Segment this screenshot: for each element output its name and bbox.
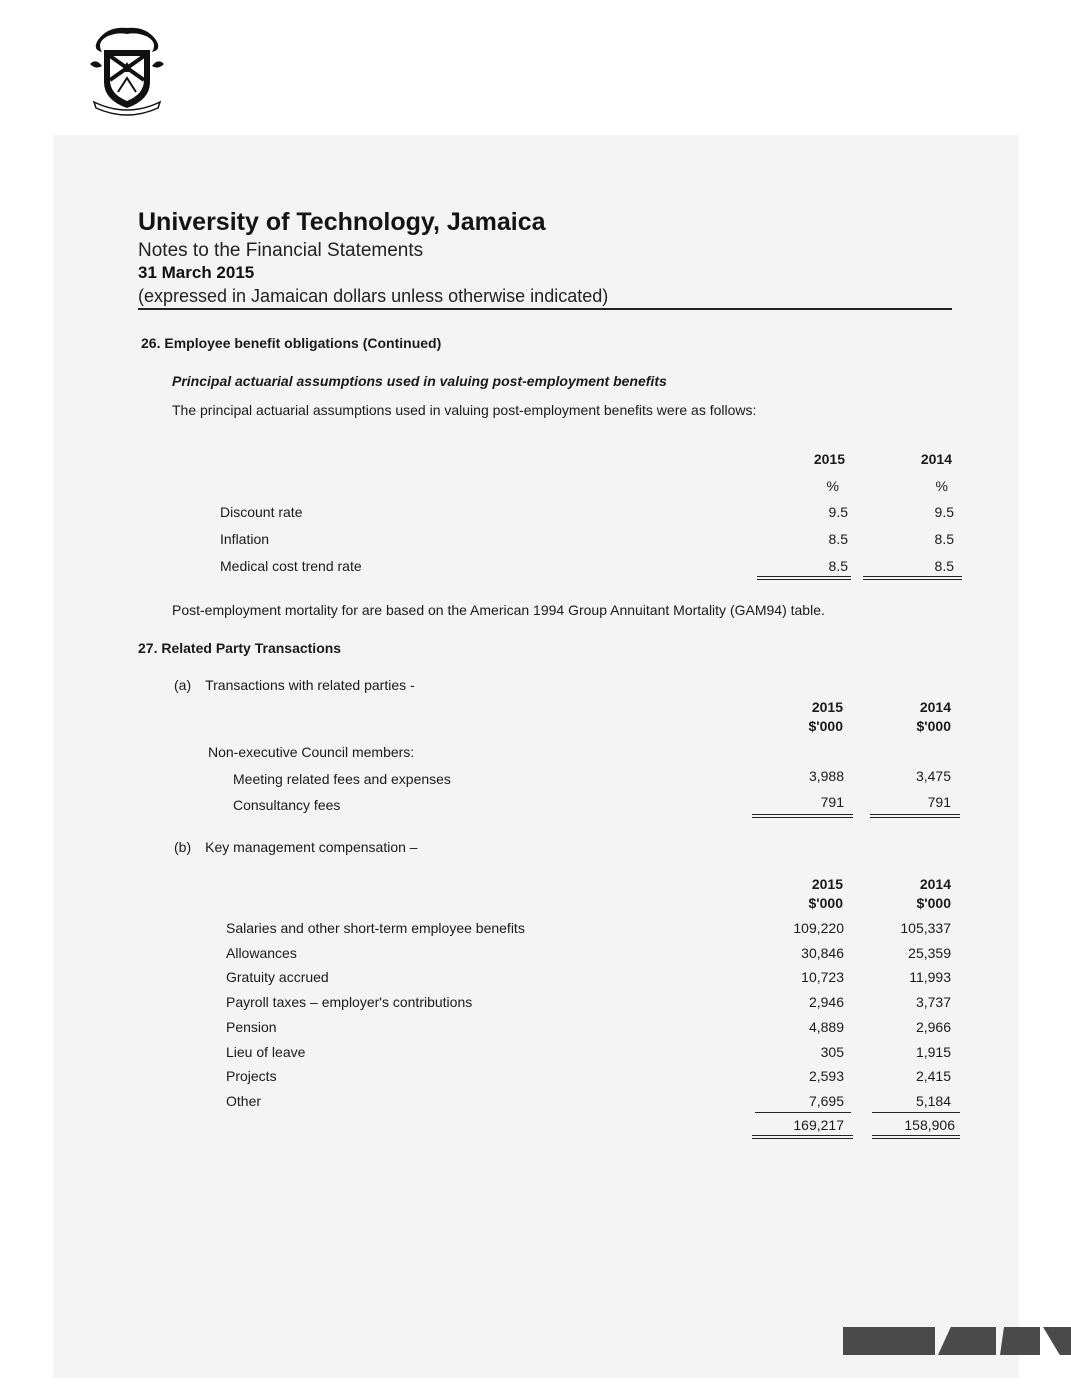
double-underline bbox=[752, 1135, 853, 1139]
tab-block bbox=[938, 1327, 996, 1355]
unit-2015: $'000 bbox=[808, 718, 843, 734]
col-header-2015: 2015 bbox=[811, 876, 843, 892]
double-underline bbox=[757, 576, 851, 580]
row-label: Salaries and other short-term employee benefits bbox=[226, 920, 525, 936]
page-title: University of Technology, Jamaica bbox=[138, 208, 546, 236]
col-header-2014: 2014 bbox=[919, 876, 951, 892]
row-value-2014: 3,475 bbox=[915, 768, 951, 784]
row-value-2015: 791 bbox=[820, 794, 844, 810]
col-header-2015: 2015 bbox=[811, 699, 843, 715]
row-value-2014: 11,993 bbox=[909, 969, 951, 985]
row-value-2014: 105,337 bbox=[900, 920, 951, 936]
col-header-2014: 2014 bbox=[920, 451, 952, 467]
row-value-2014: 2,415 bbox=[915, 1068, 951, 1084]
note-26-heading: 26. Employee benefit obligations (Continued) bbox=[141, 335, 442, 351]
note-26-intro: The principal actuarial assumptions used in valuing post-employment benefits were as follows: bbox=[172, 402, 757, 418]
row-value-2014: 2,966 bbox=[915, 1019, 951, 1035]
row-label: Other bbox=[226, 1093, 262, 1109]
row-value-2014: 8.5 bbox=[934, 558, 954, 574]
row-label: Consultancy fees bbox=[233, 797, 341, 813]
col-header-2015: 2015 bbox=[813, 451, 845, 467]
row-label: Pension bbox=[226, 1019, 277, 1035]
row-label: Inflation bbox=[220, 531, 270, 547]
row-value-2015: 8.5 bbox=[828, 531, 848, 547]
col-header-2014: 2014 bbox=[919, 699, 951, 715]
row-value-2015: 30,846 bbox=[801, 945, 844, 961]
unit-2014: $'000 bbox=[916, 718, 951, 734]
row-value-2015: 2,593 bbox=[808, 1068, 844, 1084]
row-value-2014: 1,915 bbox=[915, 1044, 951, 1060]
row-label: Lieu of leave bbox=[226, 1044, 306, 1060]
subtotal-rule bbox=[872, 1112, 960, 1113]
row-value-2014: 25,359 bbox=[908, 945, 951, 961]
double-underline bbox=[863, 576, 962, 580]
page-background bbox=[53, 135, 1019, 1378]
row-value-2015: 2,946 bbox=[808, 994, 844, 1010]
unit-2014: $'000 bbox=[916, 895, 951, 911]
row-label: Discount rate bbox=[220, 504, 303, 520]
row-value-2014: 8.5 bbox=[934, 531, 954, 547]
double-underline bbox=[870, 814, 960, 818]
page-subtitle: Notes to the Financial Statements bbox=[138, 240, 424, 261]
row-value-2015: 7,695 bbox=[808, 1093, 844, 1109]
unit-2014: % bbox=[935, 478, 948, 494]
row-value-2015: 8.5 bbox=[828, 558, 848, 574]
currency-note: (expressed in Jamaican dollars unless otherwise indicated) bbox=[138, 286, 609, 306]
tab-block bbox=[1043, 1327, 1071, 1355]
report-date: 31 March 2015 bbox=[138, 263, 255, 282]
row-value-2015: 10,723 bbox=[801, 969, 844, 985]
total-2015: 169,217 bbox=[793, 1117, 844, 1133]
row-value-2015: 109,220 bbox=[793, 920, 844, 936]
row-value-2014: 9.5 bbox=[934, 504, 954, 520]
total-2014: 158,906 bbox=[904, 1117, 955, 1133]
double-underline bbox=[872, 1135, 960, 1139]
mortality-note: Post-employment mortality for are based on the American 1994 Group Annuitant Mortality (GAM94) table. bbox=[172, 602, 825, 618]
unit-2015: $'000 bbox=[808, 895, 843, 911]
note-27a-heading: (a) Transactions with related parties - bbox=[174, 677, 415, 693]
note-27b-heading: (b) Key management compensation – bbox=[174, 839, 418, 855]
row-label: Payroll taxes – employer's contributions bbox=[226, 994, 473, 1010]
unit-2015: % bbox=[826, 478, 839, 494]
row-value-2015: 9.5 bbox=[828, 504, 848, 520]
row-label: Projects bbox=[226, 1068, 277, 1084]
header-rule bbox=[138, 308, 952, 310]
tab-block bbox=[843, 1327, 935, 1355]
row-value-2015: 3,988 bbox=[808, 768, 844, 784]
row-label: Gratuity accrued bbox=[226, 969, 329, 985]
page-tab-decoration bbox=[843, 1327, 1071, 1355]
row-value-2014: 3,737 bbox=[915, 994, 951, 1010]
note-27-heading: 27. Related Party Transactions bbox=[138, 640, 342, 656]
row-value-2015: 305 bbox=[820, 1044, 844, 1060]
university-crest-logo bbox=[88, 22, 166, 118]
row-value-2014: 791 bbox=[927, 794, 951, 810]
subtotal-rule bbox=[755, 1112, 851, 1113]
tab-block bbox=[1000, 1327, 1040, 1355]
row-value-2014: 5,184 bbox=[915, 1093, 951, 1109]
row-label: Medical cost trend rate bbox=[220, 558, 362, 574]
note-26-subheading: Principal actuarial assumptions used in valuing post-employment benefits bbox=[172, 373, 667, 389]
row-label: Meeting related fees and expenses bbox=[233, 771, 451, 787]
double-underline bbox=[752, 814, 853, 818]
group-label: Non-executive Council members: bbox=[208, 744, 415, 760]
row-value-2015: 4,889 bbox=[808, 1019, 844, 1035]
row-label: Allowances bbox=[226, 945, 297, 961]
